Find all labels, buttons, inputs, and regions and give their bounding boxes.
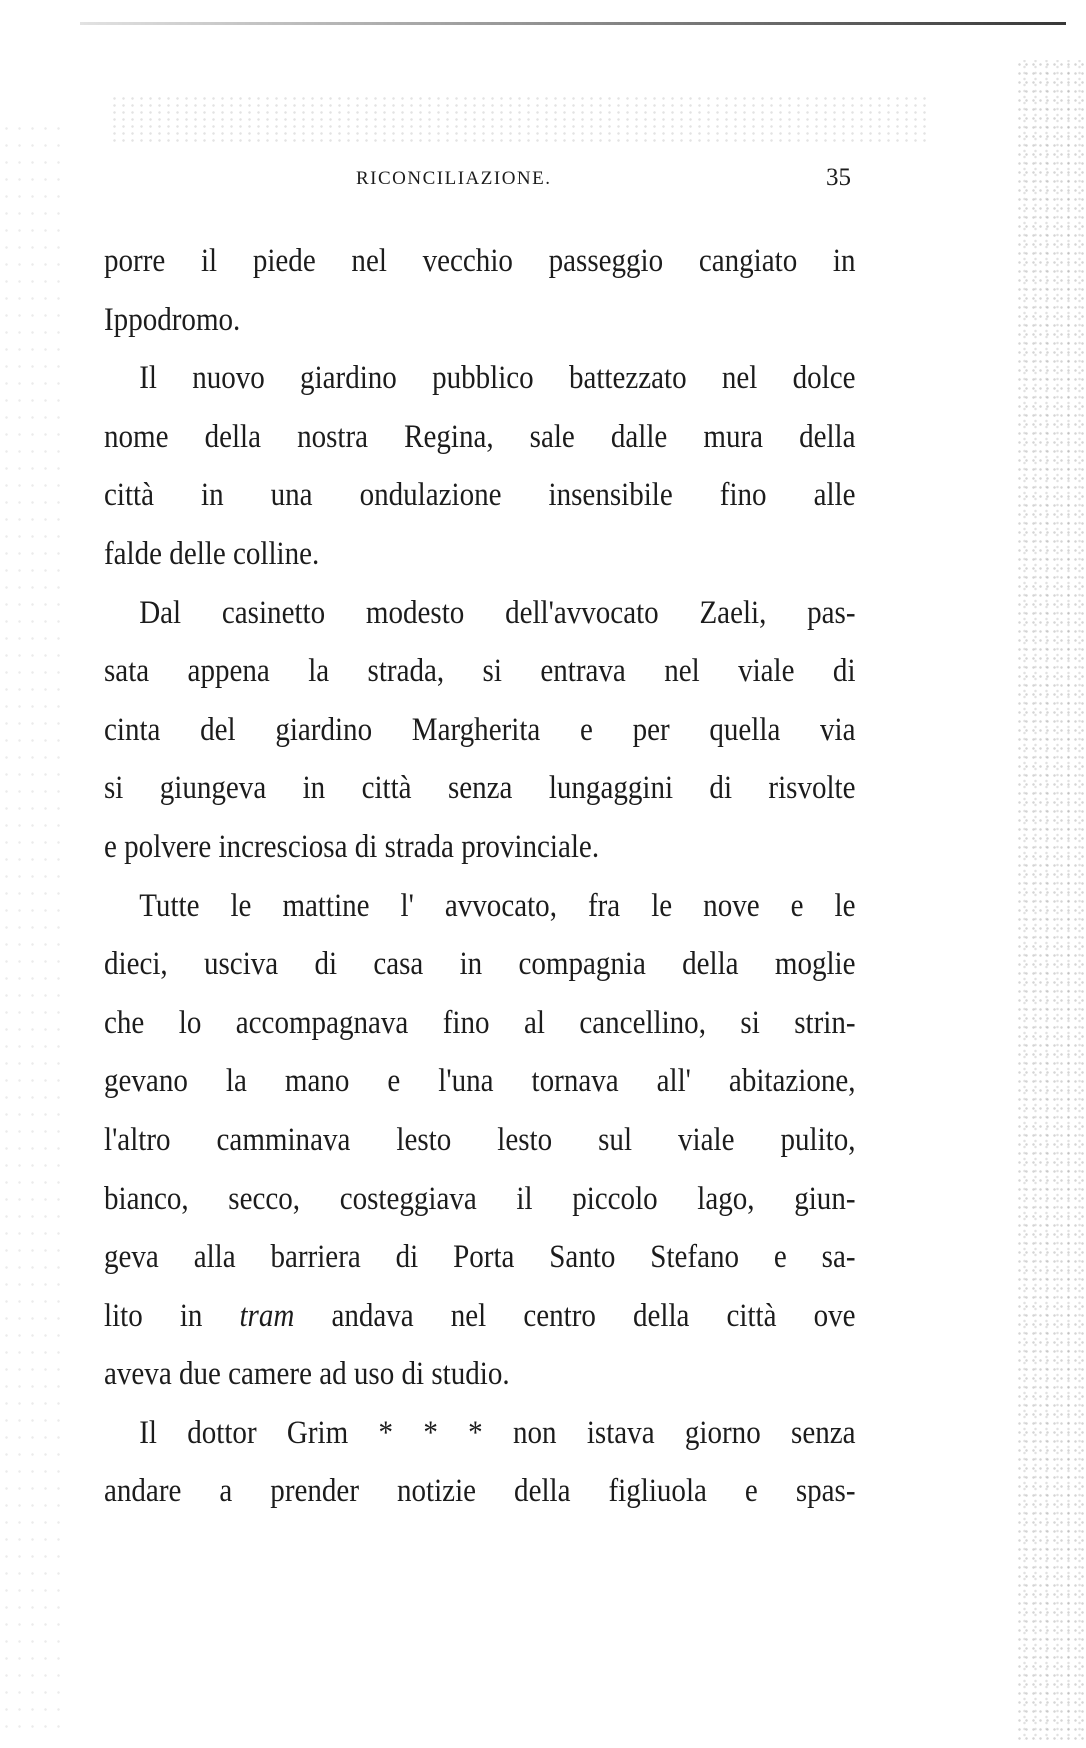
text-line: dieci, usciva di casa in compagnia della moglie: [104, 946, 856, 983]
text-line: Il nuovo giardino pubblico battezzato nel dolce: [139, 360, 856, 397]
text-line: Tutte le mattine l' avvocato, fra le nove e le: [139, 887, 856, 924]
text-line: l'altro camminava lesto lesto sul viale pulito,: [104, 1121, 856, 1158]
page-header: [0, 164, 1086, 198]
text-line: andare a prender notizie della figliuola e spas-: [104, 1473, 856, 1510]
text-line: geva alla barriera di Porta Santo Stefano e sa-: [104, 1239, 856, 1276]
text-line: aveva due camere ad uso di studio.: [104, 1356, 510, 1393]
text-line: e polvere incresciosa di strada provinciale.: [104, 828, 600, 865]
text-line: Dal casinetto modesto dell'avvocato Zaeli, pas-: [139, 594, 856, 631]
page-number: 35: [826, 164, 851, 191]
scan-speckle-left: [0, 120, 70, 1740]
text-segment: andava nel centro della città ove: [294, 1297, 856, 1334]
text-line: che lo accompagnava fino al cancellino, si strin-: [104, 1004, 856, 1041]
text-line: bianco, secco, costeggiava il piccolo lago, giun-: [104, 1180, 856, 1217]
text-line: Il dottor Grim * * * non istava giorno senza: [139, 1414, 856, 1451]
text-line: gevano la mano e l'una tornava all' abitazione,: [104, 1063, 856, 1100]
scan-top-edge: [80, 22, 1066, 25]
text-line: città in una ondulazione insensibile fino alle: [104, 477, 856, 514]
body-text: [104, 232, 856, 1521]
text-line: falde delle colline.: [104, 535, 320, 572]
text-line-tram: [104, 1287, 856, 1346]
text-line: si giungeva in città senza lungaggini di risvolte: [104, 770, 856, 807]
text-segment: lito in: [104, 1297, 240, 1334]
italic-word-tram: tram: [239, 1297, 295, 1334]
text-line: nome della nostra Regina, sale dalle mura della: [104, 418, 856, 455]
running-title: RICONCILIAZIONE.: [356, 168, 552, 189]
text-line: porre il piede nel vecchio passeggio cangiato in: [104, 243, 856, 279]
scan-speckle-top: [110, 95, 930, 145]
text-line: sata appena la strada, si entrava nel viale di: [104, 653, 856, 690]
text-line: Ippodromo.: [104, 301, 241, 338]
scan-speckle-right: [1016, 60, 1086, 1740]
text-line: cinta del giardino Margherita e per quella via: [104, 711, 856, 748]
